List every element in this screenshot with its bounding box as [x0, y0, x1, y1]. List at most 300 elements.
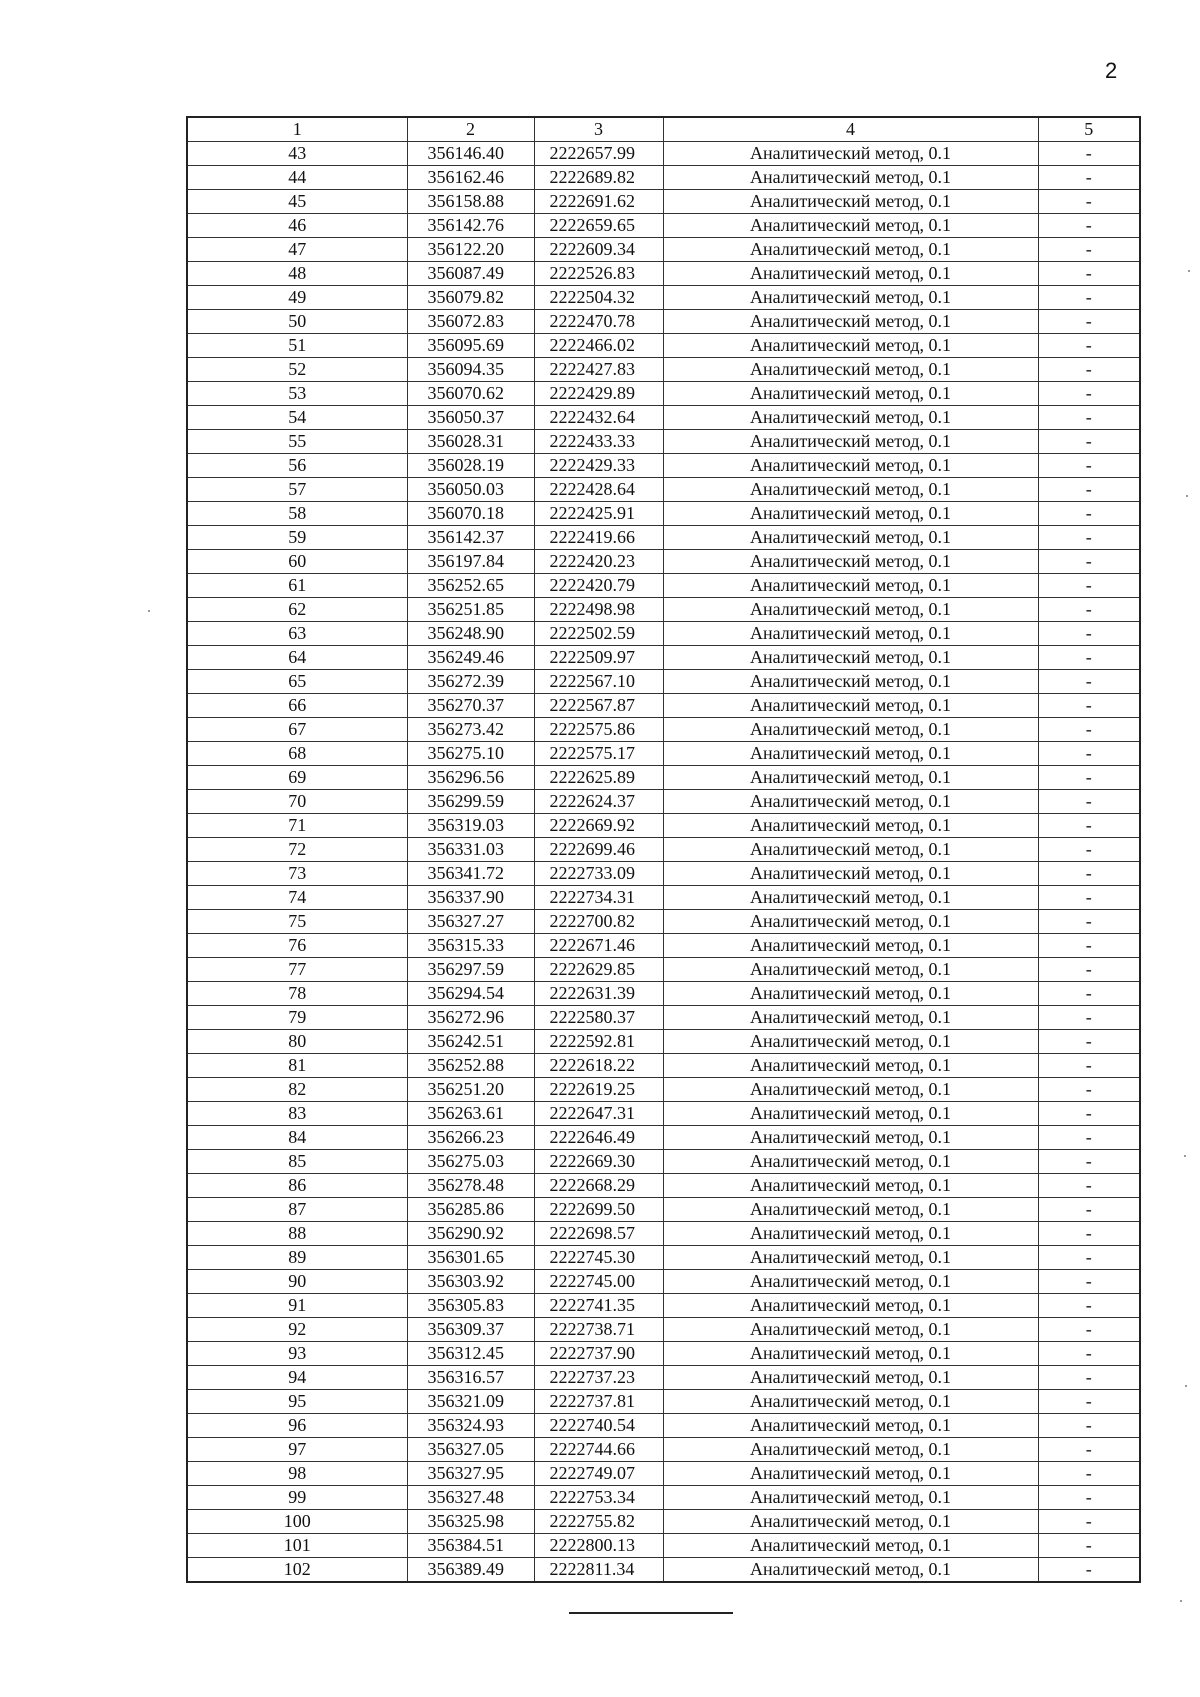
column-header-4: 4	[663, 117, 1038, 142]
table-row	[187, 670, 1140, 694]
y-coordinate-cell: 2222427.83	[534, 358, 663, 382]
point-number-cell: 100	[187, 1510, 407, 1534]
x-coordinate-cell: 356275.10	[407, 742, 534, 766]
method-cell: Аналитический метод, 0.1	[663, 670, 1038, 694]
x-coordinate-cell: 356142.76	[407, 214, 534, 238]
note-cell: -	[1038, 838, 1140, 862]
note-cell: -	[1038, 478, 1140, 502]
note-cell: -	[1038, 790, 1140, 814]
y-coordinate-cell: 2222800.13	[534, 1534, 663, 1558]
y-coordinate-cell: 2222429.89	[534, 382, 663, 406]
table-row	[187, 430, 1140, 454]
method-cell: Аналитический метод, 0.1	[663, 502, 1038, 526]
note-cell: -	[1038, 1318, 1140, 1342]
table-row	[187, 502, 1140, 526]
table-row	[187, 934, 1140, 958]
y-coordinate-cell: 2222425.91	[534, 502, 663, 526]
x-coordinate-cell: 356275.03	[407, 1150, 534, 1174]
x-coordinate-cell: 356301.65	[407, 1246, 534, 1270]
note-cell: -	[1038, 886, 1140, 910]
point-number-cell: 80	[187, 1030, 407, 1054]
point-number-cell: 65	[187, 670, 407, 694]
point-number-cell: 50	[187, 310, 407, 334]
point-number-cell: 74	[187, 886, 407, 910]
table-row	[187, 1006, 1140, 1030]
x-coordinate-cell: 356389.49	[407, 1558, 534, 1583]
table-row	[187, 1126, 1140, 1150]
method-cell: Аналитический метод, 0.1	[663, 622, 1038, 646]
y-coordinate-cell: 2222575.17	[534, 742, 663, 766]
y-coordinate-cell: 2222737.90	[534, 1342, 663, 1366]
x-coordinate-cell: 356146.40	[407, 142, 534, 166]
method-cell: Аналитический метод, 0.1	[663, 982, 1038, 1006]
table-row	[187, 358, 1140, 382]
note-cell: -	[1038, 934, 1140, 958]
point-number-cell: 91	[187, 1294, 407, 1318]
point-number-cell: 52	[187, 358, 407, 382]
y-coordinate-cell: 2222509.97	[534, 646, 663, 670]
table-row	[187, 1078, 1140, 1102]
x-coordinate-cell: 356079.82	[407, 286, 534, 310]
table-row	[187, 1510, 1140, 1534]
point-number-cell: 82	[187, 1078, 407, 1102]
y-coordinate-cell: 2222671.46	[534, 934, 663, 958]
note-cell: -	[1038, 454, 1140, 478]
note-cell: -	[1038, 1462, 1140, 1486]
note-cell: -	[1038, 1414, 1140, 1438]
table-row	[187, 526, 1140, 550]
method-cell: Аналитический метод, 0.1	[663, 694, 1038, 718]
table-row	[187, 1174, 1140, 1198]
table-row	[187, 1414, 1140, 1438]
y-coordinate-cell: 2222737.81	[534, 1390, 663, 1414]
point-number-cell: 62	[187, 598, 407, 622]
x-coordinate-cell: 356316.57	[407, 1366, 534, 1390]
table-row	[187, 1030, 1140, 1054]
point-number-cell: 84	[187, 1126, 407, 1150]
point-number-cell: 78	[187, 982, 407, 1006]
y-coordinate-cell: 2222698.57	[534, 1222, 663, 1246]
point-number-cell: 46	[187, 214, 407, 238]
y-coordinate-cell: 2222609.34	[534, 238, 663, 262]
point-number-cell: 47	[187, 238, 407, 262]
y-coordinate-cell: 2222419.66	[534, 526, 663, 550]
note-cell: -	[1038, 1198, 1140, 1222]
method-cell: Аналитический метод, 0.1	[663, 1030, 1038, 1054]
point-number-cell: 96	[187, 1414, 407, 1438]
table-row	[187, 238, 1140, 262]
table-row	[187, 646, 1140, 670]
point-number-cell: 93	[187, 1342, 407, 1366]
point-number-cell: 44	[187, 166, 407, 190]
x-coordinate-cell: 356087.49	[407, 262, 534, 286]
x-coordinate-cell: 356142.37	[407, 526, 534, 550]
note-cell: -	[1038, 598, 1140, 622]
note-cell: -	[1038, 958, 1140, 982]
method-cell: Аналитический метод, 0.1	[663, 142, 1038, 166]
y-coordinate-cell: 2222498.98	[534, 598, 663, 622]
y-coordinate-cell: 2222433.33	[534, 430, 663, 454]
note-cell: -	[1038, 214, 1140, 238]
scan-speck	[148, 610, 150, 612]
note-cell: -	[1038, 310, 1140, 334]
table-row	[187, 1102, 1140, 1126]
scan-speck	[1180, 1600, 1182, 1602]
table-row	[187, 310, 1140, 334]
note-cell: -	[1038, 766, 1140, 790]
table-row	[187, 550, 1140, 574]
x-coordinate-cell: 356028.31	[407, 430, 534, 454]
y-coordinate-cell: 2222745.30	[534, 1246, 663, 1270]
note-cell: -	[1038, 982, 1140, 1006]
y-coordinate-cell: 2222567.10	[534, 670, 663, 694]
note-cell: -	[1038, 718, 1140, 742]
table-row	[187, 718, 1140, 742]
y-coordinate-cell: 2222691.62	[534, 190, 663, 214]
method-cell: Аналитический метод, 0.1	[663, 1150, 1038, 1174]
y-coordinate-cell: 2222504.32	[534, 286, 663, 310]
y-coordinate-cell: 2222699.50	[534, 1198, 663, 1222]
y-coordinate-cell: 2222699.46	[534, 838, 663, 862]
x-coordinate-cell: 356303.92	[407, 1270, 534, 1294]
point-number-cell: 54	[187, 406, 407, 430]
y-coordinate-cell: 2222592.81	[534, 1030, 663, 1054]
y-coordinate-cell: 2222619.25	[534, 1078, 663, 1102]
method-cell: Аналитический метод, 0.1	[663, 1390, 1038, 1414]
method-cell: Аналитический метод, 0.1	[663, 1534, 1038, 1558]
end-of-table-rule	[569, 1612, 733, 1614]
x-coordinate-cell: 356094.35	[407, 358, 534, 382]
header-row	[187, 117, 1140, 142]
x-coordinate-cell: 356251.85	[407, 598, 534, 622]
note-cell: -	[1038, 670, 1140, 694]
x-coordinate-cell: 356249.46	[407, 646, 534, 670]
x-coordinate-cell: 356341.72	[407, 862, 534, 886]
table-row	[187, 958, 1140, 982]
table-row	[187, 982, 1140, 1006]
note-cell: -	[1038, 1126, 1140, 1150]
x-coordinate-cell: 356321.09	[407, 1390, 534, 1414]
note-cell: -	[1038, 502, 1140, 526]
method-cell: Аналитический метод, 0.1	[663, 1462, 1038, 1486]
x-coordinate-cell: 356272.96	[407, 1006, 534, 1030]
note-cell: -	[1038, 1294, 1140, 1318]
table-row	[187, 574, 1140, 598]
method-cell: Аналитический метод, 0.1	[663, 934, 1038, 958]
table-row	[187, 1342, 1140, 1366]
method-cell: Аналитический метод, 0.1	[663, 790, 1038, 814]
point-number-cell: 102	[187, 1558, 407, 1583]
y-coordinate-cell: 2222741.35	[534, 1294, 663, 1318]
method-cell: Аналитический метод, 0.1	[663, 1558, 1038, 1583]
x-coordinate-cell: 356319.03	[407, 814, 534, 838]
x-coordinate-cell: 356312.45	[407, 1342, 534, 1366]
table-row	[187, 1222, 1140, 1246]
point-number-cell: 58	[187, 502, 407, 526]
table-row	[187, 790, 1140, 814]
note-cell: -	[1038, 262, 1140, 286]
y-coordinate-cell: 2222631.39	[534, 982, 663, 1006]
x-coordinate-cell: 356070.18	[407, 502, 534, 526]
y-coordinate-cell: 2222428.64	[534, 478, 663, 502]
x-coordinate-cell: 356296.56	[407, 766, 534, 790]
method-cell: Аналитический метод, 0.1	[663, 550, 1038, 574]
y-coordinate-cell: 2222668.29	[534, 1174, 663, 1198]
method-cell: Аналитический метод, 0.1	[663, 1438, 1038, 1462]
x-coordinate-cell: 356270.37	[407, 694, 534, 718]
method-cell: Аналитический метод, 0.1	[663, 1414, 1038, 1438]
table-row	[187, 766, 1140, 790]
x-coordinate-cell: 356050.03	[407, 478, 534, 502]
y-coordinate-cell: 2222526.83	[534, 262, 663, 286]
table-row	[187, 814, 1140, 838]
note-cell: -	[1038, 574, 1140, 598]
point-number-cell: 77	[187, 958, 407, 982]
note-cell: -	[1038, 550, 1140, 574]
table-row	[187, 1270, 1140, 1294]
note-cell: -	[1038, 334, 1140, 358]
point-number-cell: 95	[187, 1390, 407, 1414]
y-coordinate-cell: 2222744.66	[534, 1438, 663, 1462]
method-cell: Аналитический метод, 0.1	[663, 1246, 1038, 1270]
method-cell: Аналитический метод, 0.1	[663, 910, 1038, 934]
y-coordinate-cell: 2222700.82	[534, 910, 663, 934]
x-coordinate-cell: 356384.51	[407, 1534, 534, 1558]
x-coordinate-cell: 356327.27	[407, 910, 534, 934]
point-number-cell: 57	[187, 478, 407, 502]
table-row	[187, 694, 1140, 718]
point-number-cell: 73	[187, 862, 407, 886]
table-row	[187, 262, 1140, 286]
method-cell: Аналитический метод, 0.1	[663, 1342, 1038, 1366]
x-coordinate-cell: 356305.83	[407, 1294, 534, 1318]
table-row	[187, 1558, 1140, 1583]
x-coordinate-cell: 356095.69	[407, 334, 534, 358]
table-row	[187, 214, 1140, 238]
note-cell: -	[1038, 1054, 1140, 1078]
method-cell: Аналитический метод, 0.1	[663, 742, 1038, 766]
point-number-cell: 97	[187, 1438, 407, 1462]
point-number-cell: 60	[187, 550, 407, 574]
y-coordinate-cell: 2222466.02	[534, 334, 663, 358]
y-coordinate-cell: 2222624.37	[534, 790, 663, 814]
method-cell: Аналитический метод, 0.1	[663, 838, 1038, 862]
table-row	[187, 598, 1140, 622]
table-row	[187, 1150, 1140, 1174]
coordinates-table	[186, 116, 1141, 1583]
note-cell: -	[1038, 430, 1140, 454]
table-row	[187, 742, 1140, 766]
x-coordinate-cell: 356252.88	[407, 1054, 534, 1078]
method-cell: Аналитический метод, 0.1	[663, 1006, 1038, 1030]
y-coordinate-cell: 2222580.37	[534, 1006, 663, 1030]
scan-speck	[1184, 1155, 1186, 1157]
point-number-cell: 68	[187, 742, 407, 766]
table-row	[187, 1390, 1140, 1414]
table-row	[187, 910, 1140, 934]
x-coordinate-cell: 356327.48	[407, 1486, 534, 1510]
point-number-cell: 88	[187, 1222, 407, 1246]
table-row	[187, 1462, 1140, 1486]
note-cell: -	[1038, 742, 1140, 766]
y-coordinate-cell: 2222420.79	[534, 574, 663, 598]
y-coordinate-cell: 2222811.34	[534, 1558, 663, 1583]
method-cell: Аналитический метод, 0.1	[663, 358, 1038, 382]
method-cell: Аналитический метод, 0.1	[663, 454, 1038, 478]
note-cell: -	[1038, 1246, 1140, 1270]
x-coordinate-cell: 356278.48	[407, 1174, 534, 1198]
table-row	[187, 1534, 1140, 1558]
note-cell: -	[1038, 1150, 1140, 1174]
point-number-cell: 83	[187, 1102, 407, 1126]
method-cell: Аналитический метод, 0.1	[663, 430, 1038, 454]
table-row	[187, 1486, 1140, 1510]
method-cell: Аналитический метод, 0.1	[663, 1054, 1038, 1078]
point-number-cell: 56	[187, 454, 407, 478]
note-cell: -	[1038, 910, 1140, 934]
table-row	[187, 622, 1140, 646]
method-cell: Аналитический метод, 0.1	[663, 1270, 1038, 1294]
method-cell: Аналитический метод, 0.1	[663, 766, 1038, 790]
column-header-5: 5	[1038, 117, 1140, 142]
method-cell: Аналитический метод, 0.1	[663, 1294, 1038, 1318]
x-coordinate-cell: 356162.46	[407, 166, 534, 190]
method-cell: Аналитический метод, 0.1	[663, 262, 1038, 286]
table-header	[187, 117, 1140, 142]
table-row	[187, 838, 1140, 862]
table-row	[187, 1054, 1140, 1078]
table-row	[187, 382, 1140, 406]
y-coordinate-cell: 2222734.31	[534, 886, 663, 910]
note-cell: -	[1038, 1486, 1140, 1510]
table-row	[187, 478, 1140, 502]
y-coordinate-cell: 2222738.71	[534, 1318, 663, 1342]
note-cell: -	[1038, 190, 1140, 214]
table-row	[187, 406, 1140, 430]
point-number-cell: 43	[187, 142, 407, 166]
y-coordinate-cell: 2222625.89	[534, 766, 663, 790]
table-row	[187, 1366, 1140, 1390]
point-number-cell: 49	[187, 286, 407, 310]
table-row	[187, 190, 1140, 214]
x-coordinate-cell: 356327.05	[407, 1438, 534, 1462]
x-coordinate-cell: 356337.90	[407, 886, 534, 910]
point-number-cell: 79	[187, 1006, 407, 1030]
x-coordinate-cell: 356294.54	[407, 982, 534, 1006]
note-cell: -	[1038, 1438, 1140, 1462]
point-number-cell: 72	[187, 838, 407, 862]
table-row	[187, 886, 1140, 910]
x-coordinate-cell: 356248.90	[407, 622, 534, 646]
method-cell: Аналитический метод, 0.1	[663, 406, 1038, 430]
note-cell: -	[1038, 166, 1140, 190]
x-coordinate-cell: 356028.19	[407, 454, 534, 478]
x-coordinate-cell: 356325.98	[407, 1510, 534, 1534]
y-coordinate-cell: 2222470.78	[534, 310, 663, 334]
y-coordinate-cell: 2222745.00	[534, 1270, 663, 1294]
point-number-cell: 55	[187, 430, 407, 454]
table-row	[187, 142, 1140, 166]
method-cell: Аналитический метод, 0.1	[663, 1486, 1038, 1510]
note-cell: -	[1038, 1174, 1140, 1198]
table-row	[187, 334, 1140, 358]
note-cell: -	[1038, 694, 1140, 718]
y-coordinate-cell: 2222733.09	[534, 862, 663, 886]
method-cell: Аналитический метод, 0.1	[663, 1510, 1038, 1534]
x-coordinate-cell: 356331.03	[407, 838, 534, 862]
note-cell: -	[1038, 1006, 1140, 1030]
x-coordinate-cell: 356158.88	[407, 190, 534, 214]
x-coordinate-cell: 356242.51	[407, 1030, 534, 1054]
note-cell: -	[1038, 1366, 1140, 1390]
x-coordinate-cell: 356072.83	[407, 310, 534, 334]
x-coordinate-cell: 356070.62	[407, 382, 534, 406]
note-cell: -	[1038, 382, 1140, 406]
method-cell: Аналитический метод, 0.1	[663, 214, 1038, 238]
x-coordinate-cell: 356324.93	[407, 1414, 534, 1438]
table-row	[187, 1438, 1140, 1462]
note-cell: -	[1038, 406, 1140, 430]
point-number-cell: 63	[187, 622, 407, 646]
method-cell: Аналитический метод, 0.1	[663, 1222, 1038, 1246]
note-cell: -	[1038, 1102, 1140, 1126]
point-number-cell: 75	[187, 910, 407, 934]
y-coordinate-cell: 2222432.64	[534, 406, 663, 430]
x-coordinate-cell: 356252.65	[407, 574, 534, 598]
table-row	[187, 1294, 1140, 1318]
method-cell: Аналитический метод, 0.1	[663, 478, 1038, 502]
y-coordinate-cell: 2222420.23	[534, 550, 663, 574]
x-coordinate-cell: 356327.95	[407, 1462, 534, 1486]
point-number-cell: 99	[187, 1486, 407, 1510]
x-coordinate-cell: 356309.37	[407, 1318, 534, 1342]
point-number-cell: 53	[187, 382, 407, 406]
method-cell: Аналитический метод, 0.1	[663, 1102, 1038, 1126]
note-cell: -	[1038, 1222, 1140, 1246]
table-row	[187, 286, 1140, 310]
x-coordinate-cell: 356273.42	[407, 718, 534, 742]
method-cell: Аналитический метод, 0.1	[663, 862, 1038, 886]
method-cell: Аналитический метод, 0.1	[663, 886, 1038, 910]
method-cell: Аналитический метод, 0.1	[663, 286, 1038, 310]
method-cell: Аналитический метод, 0.1	[663, 1198, 1038, 1222]
method-cell: Аналитический метод, 0.1	[663, 1174, 1038, 1198]
method-cell: Аналитический метод, 0.1	[663, 646, 1038, 670]
point-number-cell: 87	[187, 1198, 407, 1222]
note-cell: -	[1038, 1390, 1140, 1414]
y-coordinate-cell: 2222669.30	[534, 1150, 663, 1174]
note-cell: -	[1038, 1078, 1140, 1102]
x-coordinate-cell: 356285.86	[407, 1198, 534, 1222]
table-row	[187, 1318, 1140, 1342]
y-coordinate-cell: 2222657.99	[534, 142, 663, 166]
column-header-1: 1	[187, 117, 407, 142]
x-coordinate-cell: 356263.61	[407, 1102, 534, 1126]
table-row	[187, 1246, 1140, 1270]
point-number-cell: 81	[187, 1054, 407, 1078]
y-coordinate-cell: 2222629.85	[534, 958, 663, 982]
point-number-cell: 70	[187, 790, 407, 814]
method-cell: Аналитический метод, 0.1	[663, 598, 1038, 622]
x-coordinate-cell: 356050.37	[407, 406, 534, 430]
scan-speck	[1186, 495, 1188, 497]
point-number-cell: 64	[187, 646, 407, 670]
method-cell: Аналитический метод, 0.1	[663, 310, 1038, 334]
method-cell: Аналитический метод, 0.1	[663, 1318, 1038, 1342]
column-header-3: 3	[534, 117, 663, 142]
scan-speck	[1188, 270, 1190, 272]
note-cell: -	[1038, 358, 1140, 382]
